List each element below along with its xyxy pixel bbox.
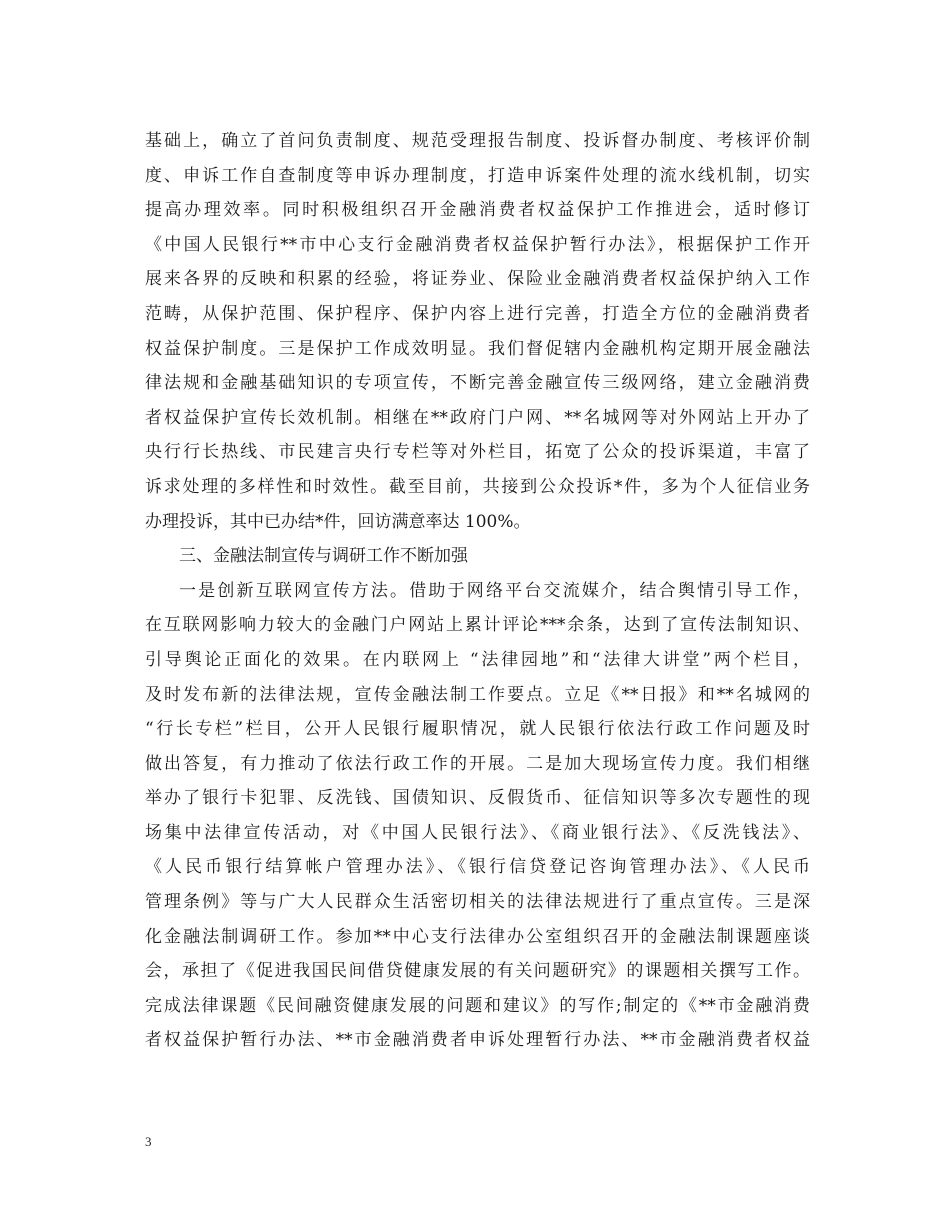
body-text [145,124,810,1058]
text-line: 在互联网影响力较大的金融门户网站上累计评论***余条，达到了宣传法制知识、 [145,615,810,636]
text-line: 展来各界的反映和积累的经验，将证券业、保险业金融消费者权益保护纳入工作 [145,269,810,290]
text-line: 引导舆论正面化的效果。在内联网上 “法律园地”和“法律大讲堂”两个栏目， [145,649,810,670]
text-line: 基础上，确立了首问负责制度、规范受理报告制度、投诉督办制度、考核评价制 [145,131,810,151]
text-line: 提高办理效率。同时积极组织召开金融消费者权益保护工作推进会，适时修订 [145,200,810,221]
text-line: 范畴，从保护范围、保护程序、保护内容上进行完善，打造全方位的金融消费者 [145,303,810,324]
text-line: 管理条例》等与广大人民群众生活密切相关的法律法规进行了重点宣传。三是深 [145,892,810,913]
text-line: 央行行长热线、市民建言央行专栏等对外栏目，拓宽了公众的投诉渠道，丰富了 [145,442,810,463]
text-line: 举办了银行卡犯罪、反洗钱、国债知识、反假货币、征信知识等多次专题性的现 [145,788,810,809]
paragraph-first-line: 一是创新互联网宣传方法。借助于网络平台交流媒介，结合舆情引导工作， [179,580,810,601]
text-line: 《人民币银行结算帐户管理办法》、《银行信贷登记咨询管理办法》、《人民币 [145,857,810,878]
text-line: 场集中法律宣传活动，对《中国人民银行法》、《商业银行法》、《反洗钱法》、 [145,822,810,843]
text-line: 者权益保护宣传长效机制。相继在**政府门户网、**名城网等对外网站上开办了 [145,407,810,428]
text-line: 者权益保护暂行办法、**市金融消费者申诉处理暂行办法、**市金融消费者权益 [145,1030,810,1051]
text-line: 权益保护制度。三是保护工作成效明显。我们督促辖内金融机构定期开展金融法 [145,338,810,359]
text-line: 《中国人民银行**市中心支行金融消费者权益保护暂行办法》，根据保护工作开 [145,234,810,255]
text-line: 度、申诉工作自查制度等申诉办理制度，打造申诉案件处理的流水线机制，切实 [145,165,810,186]
text-line: 完成法律课题《民间融资健康发展的问题和建议》的写作;制定的《**市金融消费 [145,995,810,1016]
text-line: “行长专栏”栏目，公开人民银行履职情况，就人民银行依法行政工作问题及时 [145,719,810,740]
text-line: 律法规和金融基础知识的专项宣传，不断完善金融宣传三级网络，建立金融消费 [145,373,810,394]
paragraph-end-line: 办理投诉，其中已办结*件，回访满意率达 100%。 [145,511,531,532]
text-line: 化金融法制调研工作。参加**中心支行法律办公室组织召开的金融法制课题座谈 [145,926,810,947]
text-line: 做出答复，有力推动了依法行政工作的开展。二是加大现场宣传力度。我们相继 [145,753,810,774]
text-line: 会，承担了《促进我国民间借贷健康发展的有关问题研究》的课题相关撰写工作。 [145,961,810,982]
page-number: 3 [145,1134,152,1149]
section-heading: 三、金融法制宣传与调研工作不断加强 [179,546,468,567]
text-line: 及时发布新的法律法规，宣传金融法制工作要点。立足《**日报》和**名城网的 [145,684,810,705]
text-line: 诉求处理的多样性和时效性。截至目前，共接到公众投诉*件，多为个人征信业务 [145,476,810,497]
